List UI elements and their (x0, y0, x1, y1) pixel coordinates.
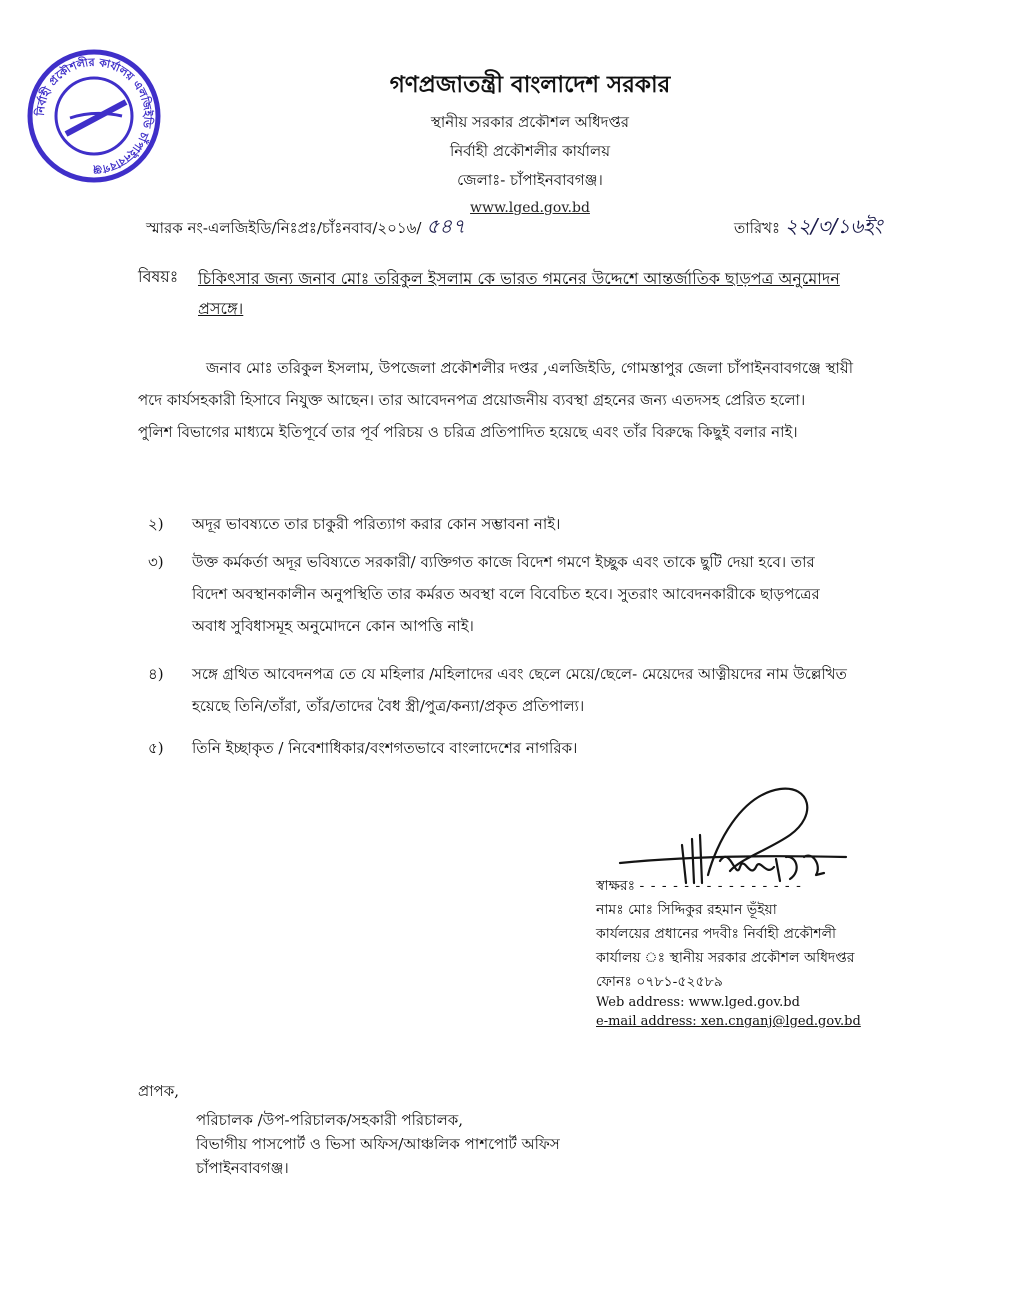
signatory-designation: কার্যলয়ের প্রধানের পদবীঃ নির্বাহী প্রকৌশলী (596, 926, 837, 942)
subject-text (198, 264, 938, 324)
body-paragraph (138, 352, 938, 448)
recipient-line-3: চাঁপাইনবাবগঞ্জ। (196, 1159, 289, 1177)
item-line: উক্ত কর্মকর্তা অদূর ভবিষ্যতে সরকারী/ ব্যক্তিগত কাজে বিদেশ গমণে ইচ্ছুক এবং তাকে ছুটি দেয়া হবে। তার (192, 553, 815, 571)
item-line: তিনি ইচ্ছাকৃত / নিবেশাধিকার/বংশগতভাবে বাংলাদেশের নাগরিক। (192, 739, 578, 757)
memo-number-handwritten: ৫৪৭ (426, 214, 466, 238)
subject-line-1: চিকিৎসার জন্য জনাব মোঃ তরিকুল ইসলাম কে ভারত গমনের উদ্দেশে আন্তর্জাতিক ছাড়পত্র অনুমোদন (198, 269, 840, 288)
memo-number-prefix: স্মারক নং-এলজিইডি/নিঃপ্রঃ/চাঁঃনবাব/২০১৬/ (146, 219, 422, 237)
item-number: ২) (148, 515, 164, 533)
svg-text:নির্বাহী প্রকৌশলীর কার্যালয় এ: নির্বাহী প্রকৌশলীর কার্যালয় এলজিইডি চাঁপাইনবাবগঞ্জ (33, 55, 155, 177)
item-5 (148, 732, 938, 764)
item-4 (148, 658, 938, 722)
signatory-web: Web address: www.lged.gov.bd (596, 995, 800, 1010)
signatory-phone: ফোনঃ ০৭৮১-৫২৫৮৯ (596, 974, 723, 990)
date-label: তারিখঃ (734, 219, 780, 237)
website-link[interactable]: www.lged.gov.bd (470, 200, 590, 216)
item-line: সঙ্গে গ্রথিত আবেদনপত্র তে যে মহিলার /মহিলাদের এবং ছেলে মেয়ে/ছেলে- মেয়েদের আত্নীয়দের নাম উল্লেখিত (192, 665, 847, 683)
signatory-name: নামঃ মোঃ সিদ্দিকুর রহমান ভূঁইয়া (596, 902, 777, 918)
letterhead (300, 66, 760, 216)
signatory-office: কার্যালয় ঃ স্থানীয় সরকার প্রকৌশল অধিদপ্তর (596, 950, 855, 966)
sign-dashes: - - - - - - - - - - - - - - - (639, 878, 802, 894)
recipient-line-1: পরিচালক /উপ-পরিচালক/সহকারী পরিচালক, (196, 1111, 464, 1129)
item-3 (148, 546, 938, 642)
subject-line-2: প্রসঙ্গে। (198, 299, 244, 318)
district-name: জেলাঃ- চাঁপাইনবাবগঞ্জ। (457, 171, 603, 189)
department-name: স্থানীয় সরকার প্রকৌশল অধিদপ্তর (430, 113, 630, 131)
item-line: হয়েছে তিনি/তাঁরা, তাঁর/তাদের বৈধ স্ত্রী/পুত্র/কন্যা/প্রকৃত প্রতিপাল্য। (192, 697, 585, 715)
office-name: নির্বাহী প্রকৌশলীর কার্যালয় (449, 142, 611, 160)
body-line-3: পুলিশ বিভাগের মাধ্যমে ইতিপূর্বে তার পূর্ব পরিচয় ও চরিত্র প্রতিপাদিত হয়েছে এবং তাঁর বিরুদ্ধে কিছুই বলার নাই। (138, 423, 798, 441)
government-title: গণপ্রজাতন্ত্রী বাংলাদেশ সরকার (389, 71, 671, 98)
item-number: ৫) (148, 739, 164, 757)
recipient-address (196, 1108, 560, 1180)
item-line: অবাধ সুবিধাসমূহ অনুমোদনে কোন আপত্তি নাই। (192, 617, 474, 635)
item-2 (148, 508, 938, 540)
body-line-1: জনাব মোঃ তরিকুল ইসলাম, উপজেলা প্রকৌশলীর দপ্তর ,এলজিইডি, গোমস্তাপুর জেলা চাঁপাইনবাবগঞ্জে স্থায়ী (206, 359, 854, 377)
date-handwritten: ২২/৩/১৬ইং (784, 214, 883, 238)
body-line-2: পদে কার্যসহকারী হিসাবে নিযুক্ত আছেন। তার আবেদনপত্র প্রয়োজনীয় ব্যবস্থা গ্রহনের জন্য এতদসহ প্রেরিত হলো। (138, 391, 806, 409)
signature-line (596, 874, 802, 898)
sign-label: স্বাক্ষরঃ (596, 878, 636, 894)
item-number: ৪) (148, 665, 164, 683)
item-number: ৩) (148, 553, 164, 571)
memo-number (146, 212, 465, 245)
item-line: অদূর ভাবষ্যতে তার চাকুরী পরিত্যাগ করার কোন সম্ভাবনা নাই। (192, 515, 561, 533)
recipient-label: প্রাপক, (138, 1082, 179, 1100)
memo-date (734, 212, 882, 245)
signatory-email[interactable]: e-mail address: xen.cnganj@lged.gov.bd (596, 1014, 861, 1029)
subject-label: বিষয়ঃ (138, 267, 179, 286)
office-seal (26, 48, 162, 184)
recipient-line-2: বিভাগীয় পাসপোর্ট ও ভিসা অফিস/আঞ্চলিক পাশপোর্ট অফিস (196, 1135, 560, 1153)
item-line: বিদেশ অবস্থানকালীন অনুপস্থিতি তার কর্মরত অবস্থা বলে বিবেচিত হবে। সুতরাং আবেদনকারীকে ছাড়পত্রের (192, 585, 820, 603)
